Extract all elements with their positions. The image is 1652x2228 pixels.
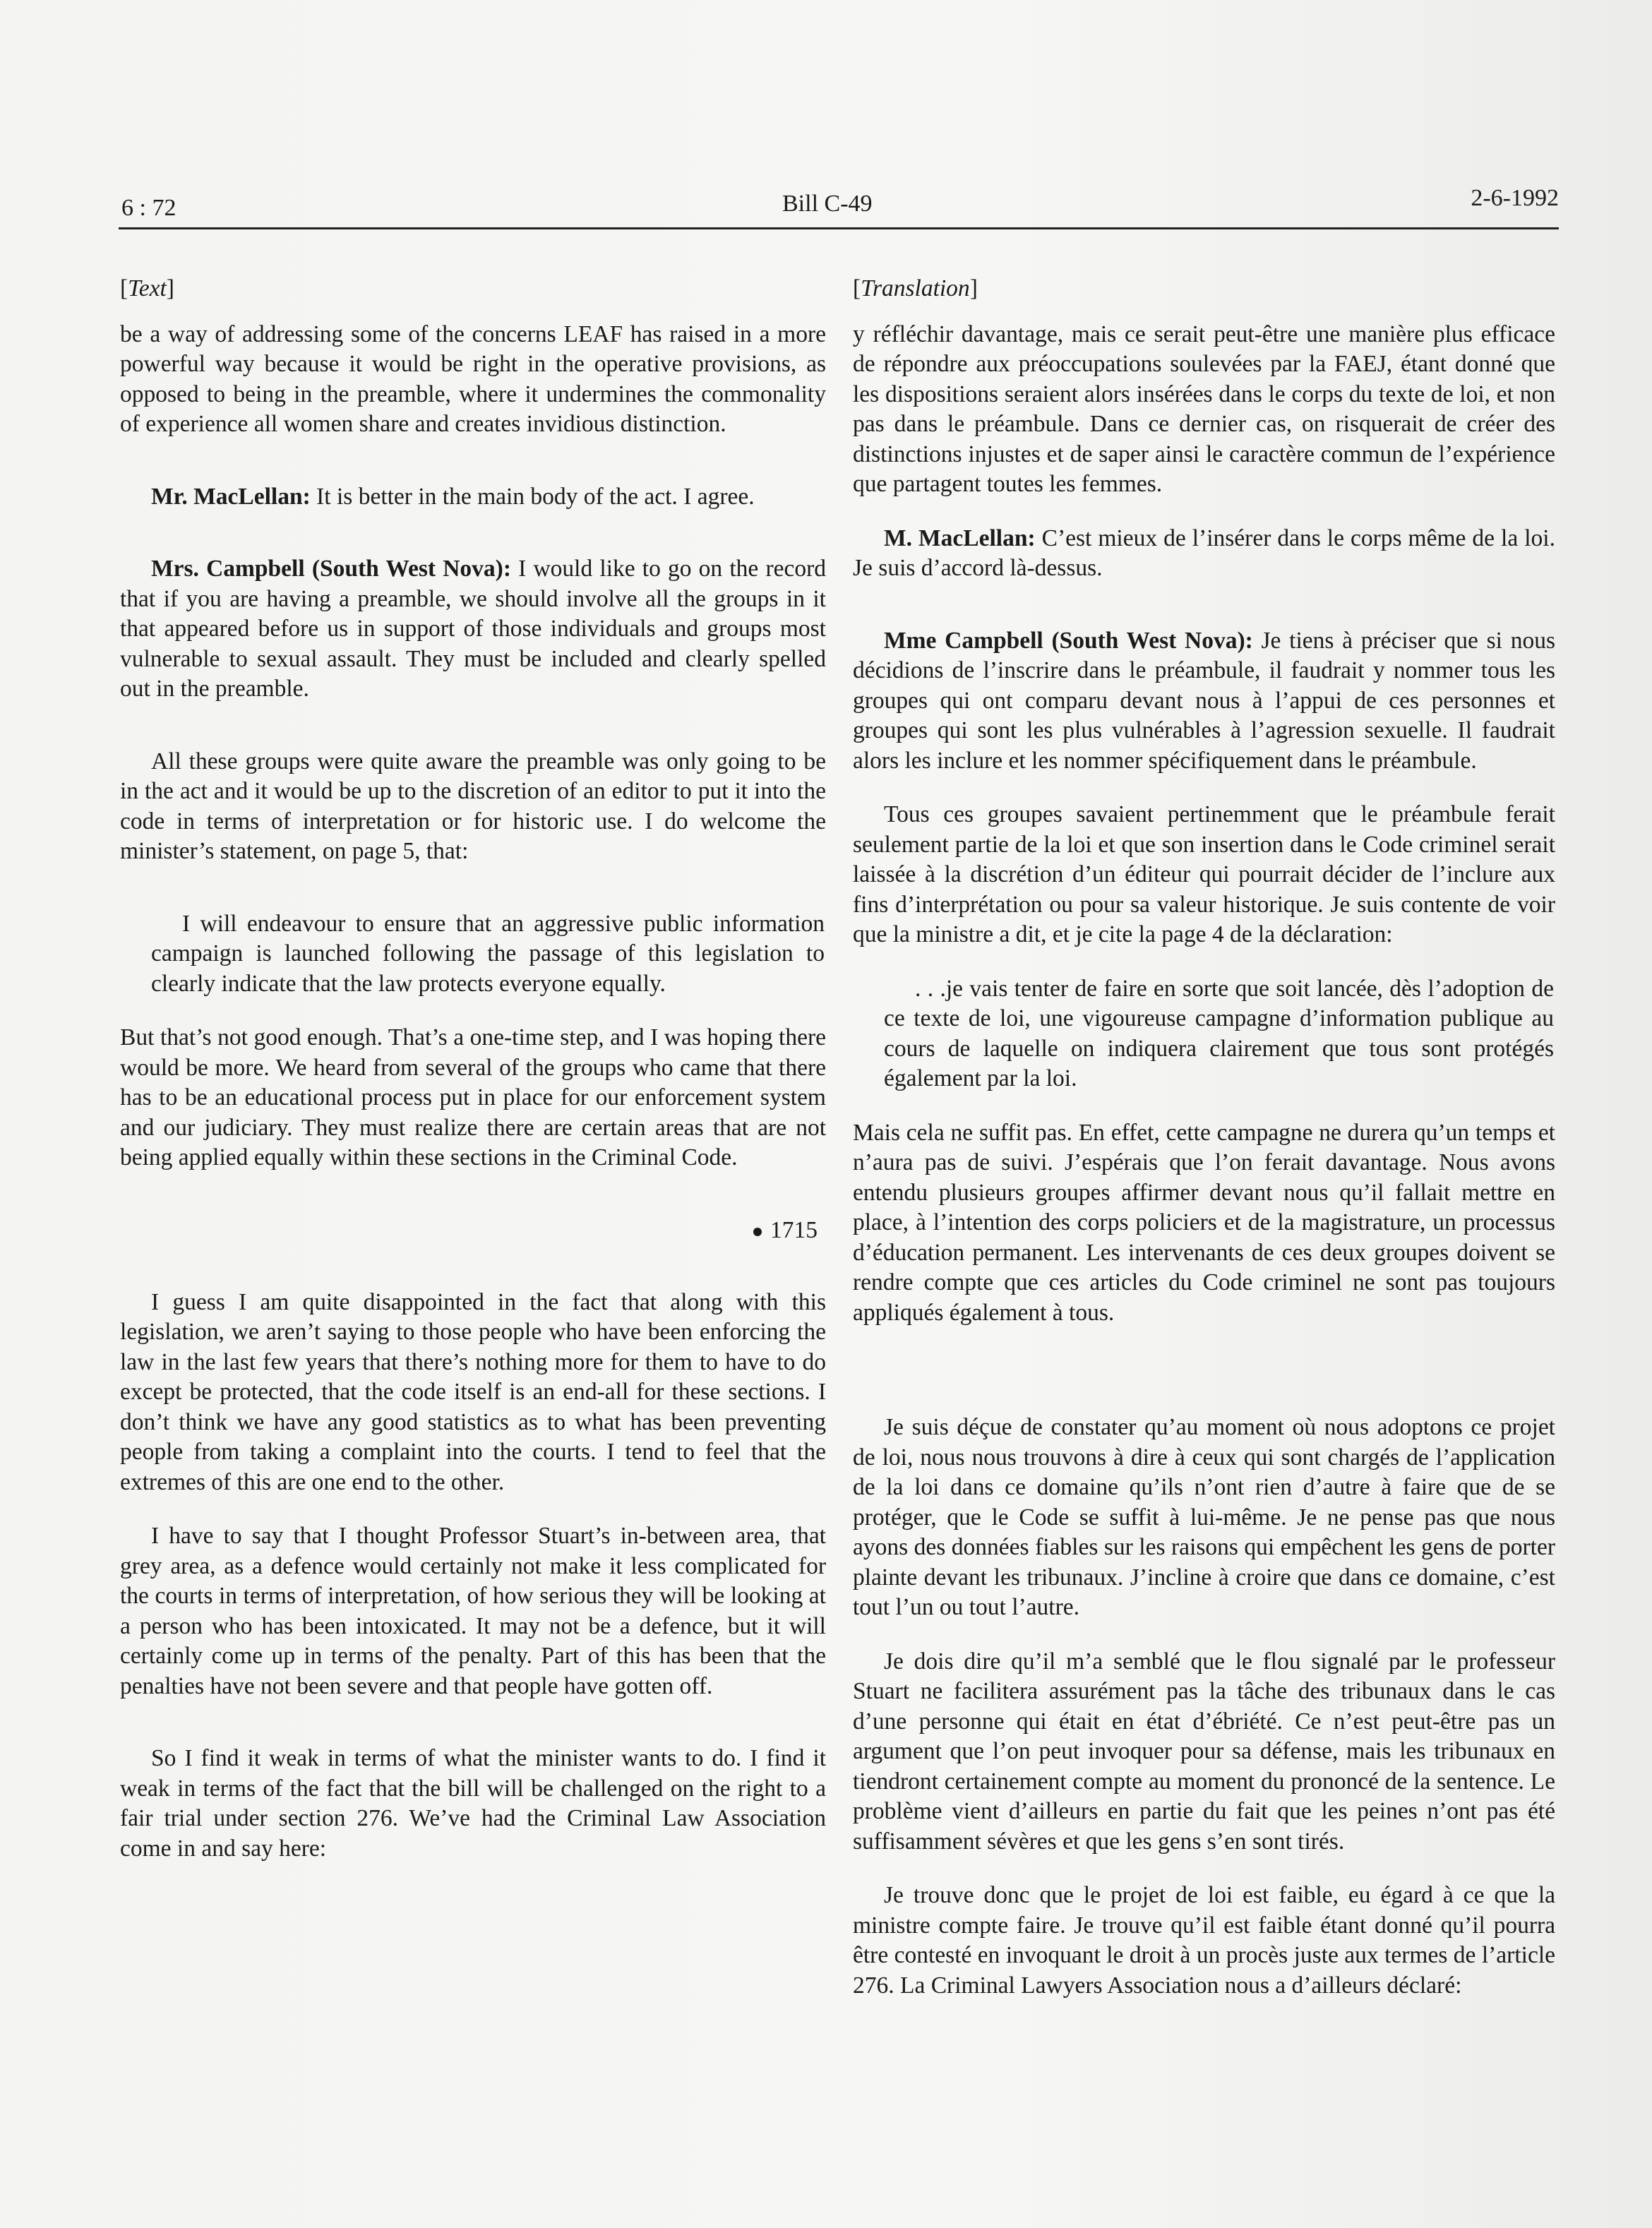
paragraph: I guess I am quite disappointed in the fact that along with this legislation, we aren’t saying to those people who have been enforcing the law in the last few years that there’s nothing more for them to have to do except be protected, that the code itself is an end-all for these sections. I don’t think we have any good statistics as to what has been preventing people from taking a complaint into the courts. I tend to feel that the extremes of this are one end to the other. [120, 1288, 826, 1495]
paragraph: M. MacLellan: C’est mieux de l’insérer dans le corps même de la loi. Je suis d’accord là-dessus. [853, 525, 1555, 581]
column-label: [Text] [120, 275, 174, 301]
paragraph: be a way of addressing some of the concerns LEAF has raised in a more powerful way because it would be right in the operative provisions, as opposed to being in the preamble, where it undermines the commonality of experience all women share and creates invidious distinction. [120, 321, 826, 437]
paragraph: Je suis déçue de constater qu’au moment où nous adoptons ce projet de loi, nous nous trouvons à dire à ceux qui sont chargés de l’application de la loi dans ce domaine qu’ils n’ont rien d’autre à faire que de se protéger, que le Code se suffit à lui-même. Je ne pense pas que nous ayons des données fiables sur les raisons qui empêchent les gens de porter plainte devant les tribunaux. J’incline à croire que dans ce domaine, c’est tout l’un ou tout l’autre. [853, 1414, 1555, 1620]
paragraph: Tous ces groupes savaient pertinemment que le préambule ferait seulement partie de la loi et que son insertion dans le Code criminel serait laissée à la discrétion d’un éditeur qui pourrait décider de l’inclure aux fins d’interprétation ou pour sa valeur historique. Je suis contente de voir que la ministre a dit, et je cite la page 4 de la déclaration: [853, 801, 1555, 947]
french-column [853, 274, 1555, 2001]
paragraph: y réfléchir davantage, mais ce serait peut-être une manière plus efficace de répondre aux préoccupations soulevées par la FAEJ, étant donné que les dispositions seraient alors insérées dans le corps du texte de loi, et non pas dans le préambule. Dans ce dernier cas, on risquerait de créer des distinctions injustes et de saper ainsi le caractère commun de l’expérience que partagent toutes les femmes. [853, 321, 1555, 497]
paragraph: So I find it weak in terms of what the minister wants to do. I find it weak in terms of the fact that the bill will be challenged on the right to a fair trial under section 276. We’ve had the Criminal Law Association come in and say here: [120, 1745, 826, 1862]
speaker-name: Mr. MacLellan: [151, 483, 311, 510]
block-quote: I will endeavour to ensure that an aggressive public information campaign is launched following the passage of this legislation to clearly indicate that the law protects everyone equally. [151, 910, 825, 997]
english-column [120, 274, 826, 1864]
paragraph: Mme Campbell (South West Nova): Je tiens à préciser que si nous décidions de l’inscrire dans le préambule, il faudrait y nommer tous les groupes qui ont comparu devant nous à l’appui de ces personnes et groupes qui sont les plus vulnérables à l’agression sexuelle. Il faudrait alors les inclure et les nommer spécifiquement dans le préambule. [853, 627, 1555, 774]
paragraph: Mrs. Campbell (South West Nova): I would like to go on the record that if you are having a preamble, we should involve all the groups in it that appeared before us in support of those individuals and groups most vulnerable to sexual assault. They must be included and clearly spelled out in the preamble. [120, 556, 826, 702]
column-label: [Translation] [853, 275, 978, 301]
speaker-name: M. MacLellan: [884, 525, 1036, 551]
bullet-icon [753, 1228, 762, 1236]
paragraph: Mr. MacLellan: It is better in the main body of the act. I agree. [151, 483, 755, 510]
paragraph: Je trouve donc que le projet de loi est faible, eu égard à ce que la ministre compte faire. Je trouve qu’il est faible étant donné qu’il pourra être contesté en invoquant le droit à un procès juste aux termes de l’article 276. La Criminal Lawyers Association nous a d’ailleurs déclaré: [853, 1882, 1555, 1999]
header-date: 2-6-1992 [1471, 185, 1559, 211]
paragraph: Mais cela ne suffit pas. En effet, cette campagne ne durera qu’un temps et n’aura pas de suivi. J’espérais que l’on ferait davantage. Nous avons entendu plusieurs groupes affirmer devant nous qu’il fallait mettre en place, à l’intention des corps policiers et de la magistrature, un processus d’éducation permanent. Les intervenants de ces deux groupes doivent se rendre compte que ces articles du Code criminel ne sont pas toujours appliqués également à tous. [853, 1119, 1555, 1326]
paragraph: I have to say that I thought Professor Stuart’s in-between area, that grey area, as a defence would certainly not make it less complicated for the courts in terms of interpretation, of how serious they will be looking at a person who has been intoxicated. It may not be a defence, but it will certainly come up in terms of the penalty. Part of this has been that the penalties have not been severe and that people have gotten off. [120, 1523, 826, 1699]
bill-title: Bill C-49 [782, 191, 873, 217]
page-header [119, 185, 1559, 229]
page-number: 6 : 72 [121, 195, 176, 221]
paragraph: Je dois dire qu’il m’a semblé que le flou signalé par le professeur Stuart ne facilitera assurément pas la tâche des tribunaux dans le cas d’une personne qui était en état d’ébriété. Ce n’est peut-être pas un argument que l’on peut invoquer pour sa défense, mais les tribunaux en tiendront certainement compte au moment du prononcé de la sentence. Le problème vient d’ailleurs en partie du fait que les peines n’ont pas été suffisamment sévères et que les gens s’en sont tirés. [853, 1648, 1555, 1855]
paragraph: But that’s not good enough. That’s a one-time step, and I was hoping there would be more. We heard from several of the groups who came that there has to be an educational process put in place for our enforcement system and our judiciary. They must realize there are certain areas that are not being applied equally within these sections in the Criminal Code. [120, 1024, 826, 1170]
timestamp: 1715 [120, 1216, 826, 1245]
speaker-name: Mrs. Campbell (South West Nova): [151, 556, 511, 582]
paragraph: All these groups were quite aware the preamble was only going to be in the act and it would be up to the discretion of an editor to put it into the code in terms of interpretation or for historic use. I do welcome the minister’s statement, on page 5, that: [120, 748, 826, 864]
speaker-name: Mme Campbell (South West Nova): [884, 627, 1253, 654]
block-quote: . . .je vais tenter de faire en sorte que soit lancée, dès l’adoption de ce texte de loi, une vigoureuse campagne d’information publique au cours de laquelle on indiquera clairement que tous sont protégés également par la loi. [884, 975, 1554, 1091]
